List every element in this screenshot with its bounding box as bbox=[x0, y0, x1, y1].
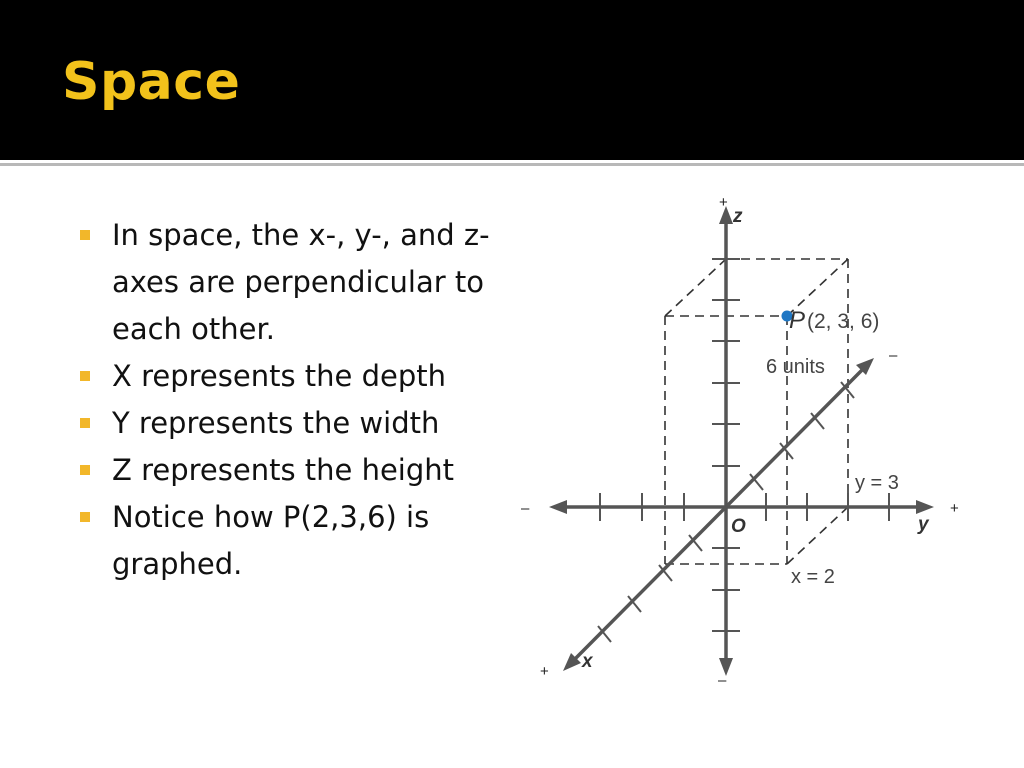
x-value-annotation: x = 2 bbox=[791, 566, 835, 588]
bullet-text: Y represents the width bbox=[112, 406, 440, 440]
y-positive-sign: + bbox=[950, 500, 959, 517]
point-p-label: P bbox=[789, 307, 806, 334]
bullet-list bbox=[76, 212, 496, 588]
x-positive-sign: + bbox=[540, 663, 549, 680]
y-value-annotation: y = 3 bbox=[855, 472, 899, 494]
y-negative-sign: – bbox=[521, 500, 530, 517]
z-negative-sign: – bbox=[718, 672, 727, 689]
x-axis-label: x bbox=[582, 651, 593, 672]
bullet-item bbox=[76, 212, 496, 353]
x-axis-line bbox=[570, 366, 866, 664]
y-axis-label: y bbox=[918, 514, 929, 535]
point-p-coordinates: (2, 3, 6) bbox=[807, 310, 880, 333]
dash-base-right bbox=[787, 507, 848, 564]
bullet-square-icon bbox=[80, 418, 90, 428]
bullet-item bbox=[76, 447, 496, 494]
axes bbox=[560, 215, 922, 666]
bullet-text: X represents the depth bbox=[112, 359, 446, 393]
dash-top-left bbox=[665, 259, 726, 316]
origin-label: O bbox=[731, 516, 746, 537]
bullet-item bbox=[76, 400, 496, 447]
z-positive-sign: + bbox=[719, 194, 728, 211]
bullet-text: In space, the x-, y-, and z- axes are perpendicular to each other. bbox=[112, 218, 490, 346]
slide-title: Space bbox=[62, 52, 241, 112]
bullet-item bbox=[76, 353, 496, 400]
bullet-item bbox=[76, 494, 496, 588]
bullet-text: Notice how P(2,3,6) is graphed. bbox=[112, 500, 430, 581]
bullet-square-icon bbox=[80, 230, 90, 240]
title-divider bbox=[0, 163, 1024, 166]
arrowheads bbox=[549, 206, 934, 676]
z-axis-label: z bbox=[733, 206, 743, 227]
y-axis-left-arrow-icon bbox=[549, 500, 567, 514]
bullet-square-icon bbox=[80, 371, 90, 381]
bullet-square-icon bbox=[80, 512, 90, 522]
bullet-square-icon bbox=[80, 465, 90, 475]
bullet-text: Z represents the height bbox=[112, 453, 455, 487]
x-negative-sign: – bbox=[889, 347, 898, 364]
height-annotation: 6 units bbox=[766, 356, 825, 378]
3d-coordinate-diagram bbox=[510, 186, 980, 696]
y-axis-right-arrow-icon bbox=[916, 500, 934, 514]
